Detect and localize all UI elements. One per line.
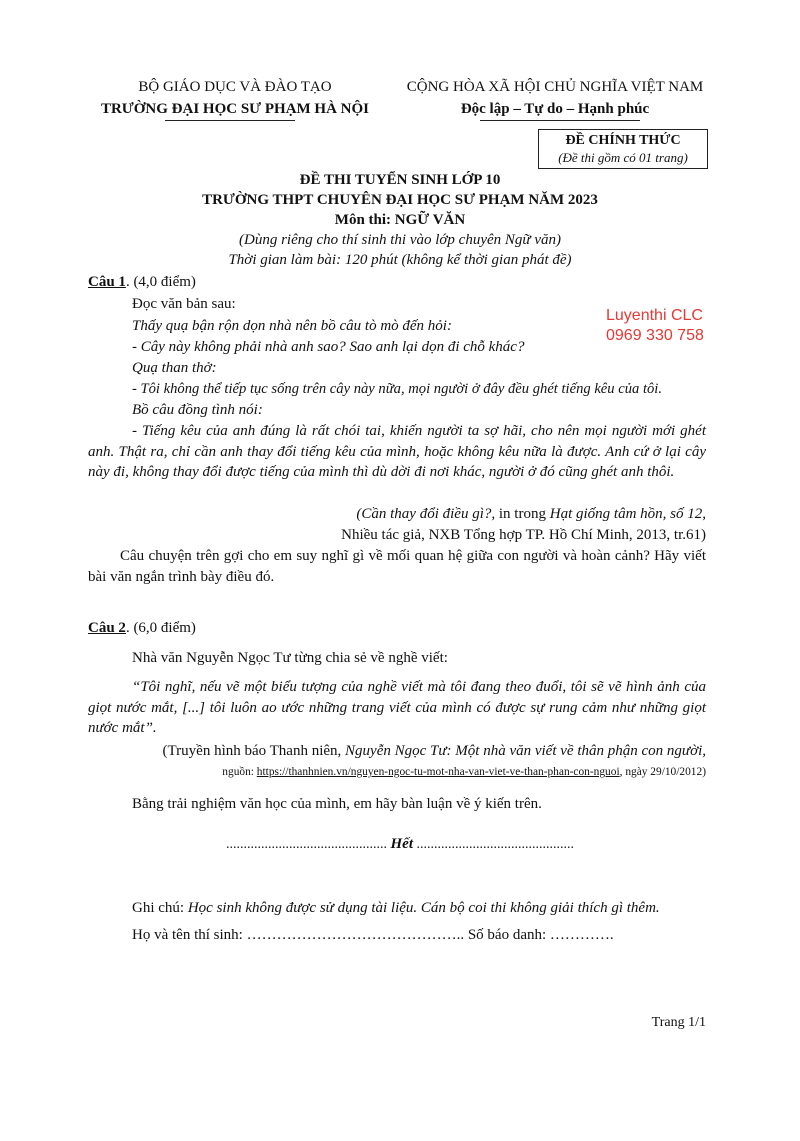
source-2-pre: (Truyền hình báo Thanh niên, bbox=[162, 743, 346, 759]
header-right bbox=[380, 76, 730, 120]
page-number: Trang 1/1 bbox=[651, 1015, 706, 1030]
question-1-source-line1 bbox=[88, 504, 706, 525]
republic-name: CỘNG HÒA XÃ HỘI CHỦ NGHĨA VIỆT NAM bbox=[406, 79, 704, 95]
official-label: ĐỀ CHÍNH THỨC bbox=[565, 133, 681, 148]
exam-title-block bbox=[80, 170, 720, 270]
question-2-label: Câu 2 bbox=[88, 620, 126, 636]
question-2-task: Bằng trải nghiệm văn học của mình, em hãy bàn luận về ý kiến trên. bbox=[132, 796, 542, 812]
source-2-date: , ngày 29/10/2012) bbox=[619, 766, 706, 778]
page-count-note: (Đề thi gồm có 01 trang) bbox=[558, 150, 688, 165]
exam-note bbox=[88, 898, 706, 919]
watermark-phone: 0969 330 758 bbox=[606, 327, 704, 344]
story-line-3: Quạ than thở: bbox=[132, 360, 217, 376]
end-word: Hết bbox=[390, 836, 413, 852]
exam-audience: (Dùng riêng cho thí sinh thi vào lớp chuyên Ngữ văn) bbox=[239, 232, 561, 248]
story-line-2: - Cây này không phải nhà anh sao? Sao anh lại dọn đi chỗ khác? bbox=[132, 339, 525, 355]
note-text: Học sinh không được sử dụng tài liệu. Cán bộ coi thi không giải thích gì thêm. bbox=[187, 900, 660, 916]
source-2-url-link[interactable]: https://thanhnien.vn/nguyen-ngoc-tu-mot-nha-van-viet-ve-than-phan-con-nguoi bbox=[256, 766, 620, 778]
question-2-points: . (6,0 điểm) bbox=[125, 620, 196, 636]
exam-subject: Môn thi: NGỮ VĂN bbox=[334, 212, 466, 228]
end-marker bbox=[80, 836, 720, 853]
candidate-info-field: Họ và tên thí sinh: …………………………………….. Số báo danh: …………. bbox=[132, 927, 614, 943]
ministry-name: BỘ GIÁO DỤC VÀ ĐÀO TẠO bbox=[138, 79, 332, 95]
exam-title-line1: ĐỀ THI TUYỂN SINH LỚP 10 bbox=[299, 172, 501, 188]
national-motto: Độc lập – Tự do – Hạnh phúc bbox=[460, 101, 650, 117]
question-1-intro: Đọc văn bản sau: bbox=[132, 296, 236, 312]
story-line-5: Bồ câu đồng tình nói: bbox=[132, 402, 263, 418]
question-1-label: Câu 1 bbox=[88, 274, 126, 290]
university-name: TRƯỜNG ĐẠI HỌC SƯ PHẠM HÀ NỘI bbox=[100, 101, 370, 117]
watermark-name: Luyenthi CLC bbox=[606, 307, 703, 324]
source-1-book: Hạt giống tâm hồn, số 12, bbox=[549, 506, 706, 522]
question-1-heading bbox=[88, 272, 706, 293]
source-1-mid: in trong bbox=[495, 506, 550, 522]
header-left-rule bbox=[165, 120, 295, 121]
exam-title-line2: TRƯỜNG THPT CHUYÊN ĐẠI HỌC SƯ PHẠM NĂM 2023 bbox=[202, 192, 598, 208]
end-dots-right: ............................................. bbox=[416, 837, 574, 852]
question-2-source-line1 bbox=[88, 741, 706, 762]
question-1-points: . (4,0 điểm) bbox=[125, 274, 196, 290]
source-1-title: (Cần thay đổi điều gì?, bbox=[356, 506, 496, 522]
note-label: Ghi chú: bbox=[132, 900, 188, 916]
story-line-6: - Tiếng kêu của anh đúng là rất chói tai, khiến người ta sợ hãi, cho nên mọi người mới ghét anh. Thật ra, chỉ cần anh thay đổi tiếng kêu của mình, hoặc không kêu nữa là được. Anh cứ ở lại cây này đi, không thay đổi được tiếng của mình thì dù dời đi nơi khác, người ở đó cũng ghét anh thôi. bbox=[88, 423, 706, 480]
official-exam-box bbox=[538, 129, 708, 169]
question-2-intro: Nhà văn Nguyễn Ngọc Tư từng chia sẻ về nghề viết: bbox=[132, 650, 448, 666]
question-1-source-line2: Nhiều tác giả, NXB Tổng hợp TP. Hồ Chí Minh, 2013, tr.61) bbox=[341, 527, 706, 543]
question-2-heading bbox=[88, 618, 706, 639]
story-line-1: Thấy quạ bận rộn dọn nhà nên bồ câu tò mò đến hỏi: bbox=[132, 318, 452, 334]
header-left bbox=[85, 76, 385, 120]
source-2-title: Nguyễn Ngọc Tư: Một nhà văn viết về thân phận con người, bbox=[345, 743, 706, 759]
question-2-source-line2 bbox=[88, 763, 706, 781]
story-line-4: - Tôi không thể tiếp tục sống trên cây này nữa, mọi người ở đây đều ghét tiếng kêu của tôi. bbox=[132, 381, 663, 397]
header-right-rule bbox=[480, 120, 640, 121]
source-2-url-prefix: nguồn: bbox=[222, 766, 257, 778]
end-dots-left: .............................................. bbox=[226, 837, 387, 852]
exam-duration: Thời gian làm bài: 120 phút (không kể thời gian phát đề) bbox=[228, 252, 572, 268]
question-2-quote: “Tôi nghĩ, nếu vẽ một biểu tượng của nghề viết mà tôi đang theo đuổi, tôi sẽ vẽ hình ảnh của giọt nước mắt, [...] tôi luôn ao ước những trang viết của mình có được sự rung cảm như những giọt nước mắt”. bbox=[88, 679, 706, 736]
question-1-prompt: Câu chuyện trên gợi cho em suy nghĩ gì về mối quan hệ giữa con người và hoàn cảnh? Hãy viết bài văn ngắn trình bày điều đó. bbox=[88, 548, 706, 585]
